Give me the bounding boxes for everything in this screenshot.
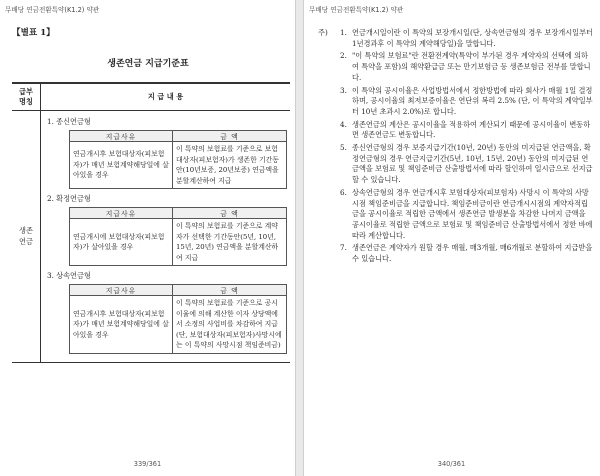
note-item bbox=[318, 243, 594, 264]
amount-header: 금 액 bbox=[173, 131, 287, 142]
note-item bbox=[318, 86, 594, 118]
page-number: 339/361 bbox=[133, 460, 162, 468]
note-text: 종신연금형의 경우 보증지급기간(10년, 20년) 동안의 미지급된 연금액을, 확정연금형의 경우 연금지급기간(5년, 10년, 15년, 20년) 동안의 미지급된 연금액을 보험료 및 책임준비금 산출방법서에 따라 할인하여 일시금으로 선지급 할 수 있습니다. bbox=[352, 143, 593, 185]
reason-cell: 연금개시후 보험대상자(피보험자)가 매년 보험계약해당일에 살아있을 경우 bbox=[70, 142, 173, 189]
note-number: 4. bbox=[340, 119, 347, 129]
note-item bbox=[318, 120, 594, 141]
right-page bbox=[303, 0, 599, 476]
note-text: 연금개시일이란 이 특약의 보장개시일(단, 상속연금형의 경우 보장개시일부터 1년경과후 이 특약의 계약해당일)을 말합니다. bbox=[352, 28, 593, 48]
page-number: 340/361 bbox=[437, 460, 466, 468]
notes-list bbox=[318, 28, 594, 267]
left-page bbox=[0, 0, 296, 476]
note-item bbox=[318, 28, 594, 49]
section-title-lifetime: 1. 종신연금형 bbox=[47, 117, 91, 126]
payment-criteria-table bbox=[12, 82, 290, 363]
notes-lead: 주) bbox=[318, 28, 328, 37]
appendix-label: 【별표 1】 bbox=[12, 28, 55, 38]
note-number: 1. bbox=[340, 28, 347, 37]
note-text: 이 특약의 공시이율은 사업방법서에서 정한방법에 따라 회사가 매월 1일 결정하며, 공시이율의 최저보증이율은 연단위 복리 2.5% (단, 이 특약의 계약일부터 10년 초과시 2.0%)로 합니다. bbox=[352, 85, 593, 116]
section-table-lifetime bbox=[69, 130, 287, 189]
document-title: 생존연금 지급기준표 bbox=[107, 59, 189, 69]
reason-header: 지급사유 bbox=[70, 285, 173, 296]
reason-header: 지급사유 bbox=[70, 131, 173, 142]
amount-cell: 이 특약의 보험료를 기준으로 보험대상자(피보험자)가 생존한 기간동안(10년보증, 20년보증) 연금액을 분할계산하여 지급 bbox=[173, 142, 287, 189]
note-item bbox=[318, 188, 594, 242]
section-table-fixed-term bbox=[69, 207, 287, 266]
note-item bbox=[318, 51, 594, 83]
benefit-name-cell bbox=[12, 111, 41, 363]
payment-content-cell bbox=[41, 111, 291, 363]
amount-header: 금 액 bbox=[173, 208, 287, 219]
note-text: 상속연금형의 경우 연금개시후 보험대상자(피보험자) 사망시 이 특약의 사망시점 책임준비금을 지급합니다. 책임준비금이란 연금개시시점의 계약자적립금을 공시이율로 적립한 금액에서 생존연금 발생분을 차감한 나머지 금액을 공시이율로 적립한 금액으로 보험료 및 책임준비금 산출방법서에서 정한 바에 따라 계산합니다. bbox=[352, 187, 593, 240]
note-number: 2. bbox=[340, 51, 347, 61]
note-number: 7. bbox=[340, 243, 347, 253]
benefit-name-header bbox=[12, 83, 41, 111]
reason-header: 지급사유 bbox=[70, 208, 173, 219]
benefit-name-header-text: 급부 명칭 bbox=[19, 87, 33, 106]
note-number: 3. bbox=[340, 85, 347, 95]
note-item bbox=[318, 143, 594, 186]
amount-cell: 이 특약의 보험료를 기준으로 계약자가 선택한 기간동안(5년, 10년, 15년, 20년) 연금액을 분할계산하여 지급 bbox=[173, 219, 287, 266]
note-number: 5. bbox=[340, 143, 347, 153]
note-text: "이 특약의 보험료"란 전환전계약(특약이 부가된 경우 계약자의 선택에 의하여 특약을 포함)의 해약환급금 또는 만기보험금 등 생존보험금 전부를 말합니다. bbox=[352, 51, 591, 82]
amount-cell: 이 특약의 보험료를 기준으로 공시이율에 의해 계산한 이자 상당액에서 소정의 사업비를 차감하여 지급(단, 보험대상자(피보험자)사망시에는 이 특약의 사망시점 책임준비금) bbox=[173, 296, 287, 354]
page-header: 무배당 연금전환특약(K1.2) 약관 bbox=[309, 6, 404, 14]
page-gutter bbox=[296, 0, 303, 476]
section-title-inheritance: 3. 상속연금형 bbox=[47, 271, 91, 280]
reason-cell: 연금개시후 보험대상자(피보험자)가 매년 보험계약해당일에 살아있을 경우 bbox=[70, 296, 173, 354]
reason-cell: 연금개시에 보험대상자(피보험자)가 살아있을 경우 bbox=[70, 219, 173, 266]
payment-content-header: 지 급 내 용 bbox=[41, 83, 291, 111]
note-text: 생존연금은 계약자가 원할 경우 매월, 매3개월, 매6개월로 분할하여 지급받을 수 있습니다. bbox=[352, 243, 593, 264]
page-header: 무배당 연금전환특약(K1.2) 약관 bbox=[5, 6, 100, 14]
amount-header: 금 액 bbox=[173, 285, 287, 296]
section-title-fixed-term: 2. 확정연금형 bbox=[47, 194, 91, 203]
benefit-name-text: 생존 연금 bbox=[19, 226, 33, 247]
note-number: 6. bbox=[340, 187, 347, 197]
note-text: 생존연금의 계산은 공시이율을 적용하여 계산되기 때문에 공시이율이 변동하면 생존연금도 변동합니다. bbox=[352, 119, 591, 140]
section-table-inheritance bbox=[69, 284, 287, 354]
